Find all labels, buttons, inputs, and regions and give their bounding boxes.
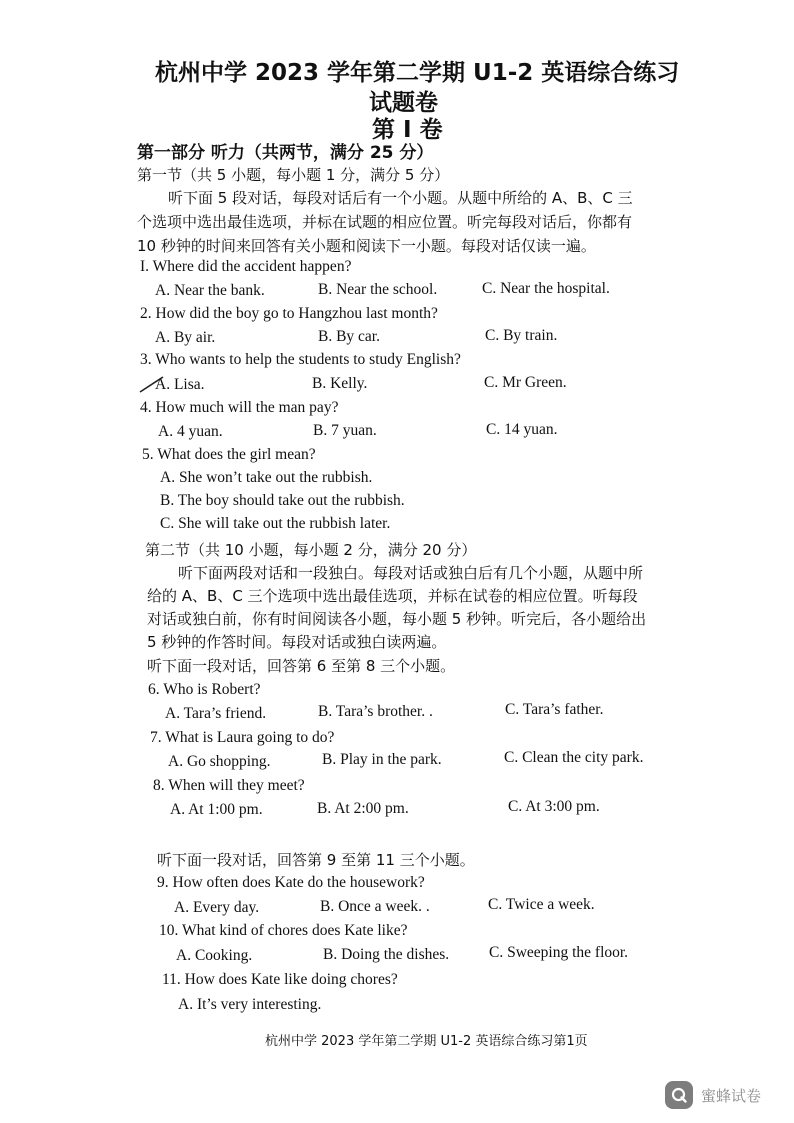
q7-option-b: B. Play in the park. <box>322 751 442 768</box>
q4-option-b: B. 7 yuan. <box>313 422 377 439</box>
section2-instruction-line: 听下面两段对话和一段独白。每段对话或独白后有几个小题，从题中所 <box>178 564 644 582</box>
q6-option-b: B. Tara’s brother. . <box>318 703 433 720</box>
question-11: 11. How does Kate like doing chores? <box>162 971 398 988</box>
part1-heading: 第一部分 听力（共两节，满分 25 分） <box>137 143 434 163</box>
q3-option-b: B. Kelly. <box>312 375 368 392</box>
q6-option-c: C. Tara’s father. <box>505 701 604 718</box>
question-1: I. Where did the accident happen? <box>140 258 352 275</box>
q3-option-a: A. Lisa. <box>155 376 205 393</box>
q8-option-a: A. At 1:00 pm. <box>170 801 263 818</box>
q10-option-b: B. Doing the dishes. <box>323 946 450 963</box>
q7-option-a: A. Go shopping. <box>168 753 271 770</box>
watermark <box>665 1081 761 1109</box>
q11-option-a: A. It’s very interesting. <box>178 996 322 1013</box>
q2-option-a: A. By air. <box>155 329 216 346</box>
q8-option-b: B. At 2:00 pm. <box>317 800 409 817</box>
section1-heading: 第一节（共 5 小题，每小题 1 分，满分 5 分） <box>137 166 450 184</box>
question-9: 9. How often does Kate do the housework? <box>157 874 425 891</box>
q-logo-icon <box>665 1081 693 1109</box>
question-4: 4. How much will the man pay? <box>140 399 339 416</box>
dialog1-intro: 听下面一段对话，回答第 6 至第 8 三个小题。 <box>147 657 456 675</box>
q7-option-c: C. Clean the city park. <box>504 749 644 766</box>
q5-option-a: A. She won’t take out the rubbish. <box>160 469 373 486</box>
watermark-text: 蜜蜂试卷 <box>701 1086 762 1105</box>
question-7: 7. What is Laura going to do? <box>150 729 335 746</box>
q5-option-c: C. She will take out the rubbish later. <box>160 515 391 532</box>
question-3: 3. Who wants to help the students to study English? <box>140 351 461 368</box>
volume-title: 第 I 卷 <box>372 117 443 143</box>
section2-heading: 第二节（共 10 小题，每小题 2 分，满分 20 分） <box>145 541 477 559</box>
question-6: 6. Who is Robert? <box>148 681 261 698</box>
question-8: 8. When will they meet? <box>153 777 305 794</box>
q3-option-c: C. Mr Green. <box>484 374 567 391</box>
q9-option-c: C. Twice a week. <box>488 896 595 913</box>
section2-instruction-line: 给的 A、B、C 三个选项中选出最佳选项，并标在试卷的相应位置。听每段 <box>147 587 638 605</box>
section1-instruction-line: 个选项中选出最佳选项，并标在试题的相应位置。听完每段对话后，你都有 <box>137 213 633 231</box>
exam-title: 杭州中学 2023 学年第二学期 U1-2 英语综合练习 <box>155 60 680 86</box>
q2-option-b: B. By car. <box>318 328 380 345</box>
q5-option-b: B. The boy should take out the rubbish. <box>160 492 405 509</box>
section1-instruction-line: 10 秒钟的时间来回答有关小题和阅读下一小题。每段对话仅读一遍。 <box>137 237 596 255</box>
question-10: 10. What kind of chores does Kate like? <box>159 922 408 939</box>
q1-option-a: A. Near the bank. <box>155 282 265 299</box>
q9-option-a: A. Every day. <box>174 899 260 916</box>
section1-instruction-line: 听下面 5 段对话，每段对话后有一个小题。从题中所给的 A、B、C 三 <box>168 189 633 207</box>
q10-option-a: A. Cooking. <box>176 947 253 964</box>
dialog2-intro: 听下面一段对话，回答第 9 至第 11 三个小题。 <box>157 851 475 869</box>
q1-option-b: B. Near the school. <box>318 281 438 298</box>
q6-option-a: A. Tara’s friend. <box>165 705 267 722</box>
q9-option-b: B. Once a week. . <box>320 898 430 915</box>
q1-option-c: C. Near the hospital. <box>482 280 610 297</box>
section2-instruction-line: 5 秒钟的作答时间。每段对话或独白读两遍。 <box>147 633 447 651</box>
section2-instruction-line: 对话或独白前，你有时间阅读各小题，每小题 5 秒钟。听完后，各小题给出 <box>147 610 647 628</box>
page-footer: 杭州中学 2023 学年第二学期 U1-2 英语综合练习第1页 <box>265 1034 588 1049</box>
q4-option-c: C. 14 yuan. <box>486 421 558 438</box>
q10-option-c: C. Sweeping the floor. <box>489 944 629 961</box>
exam-subtitle: 试题卷 <box>369 90 438 116</box>
question-5: 5. What does the girl mean? <box>142 446 316 463</box>
q8-option-c: C. At 3:00 pm. <box>508 798 600 815</box>
question-2: 2. How did the boy go to Hangzhou last month? <box>140 305 438 322</box>
q4-option-a: A. 4 yuan. <box>158 423 223 440</box>
q2-option-c: C. By train. <box>485 327 558 344</box>
